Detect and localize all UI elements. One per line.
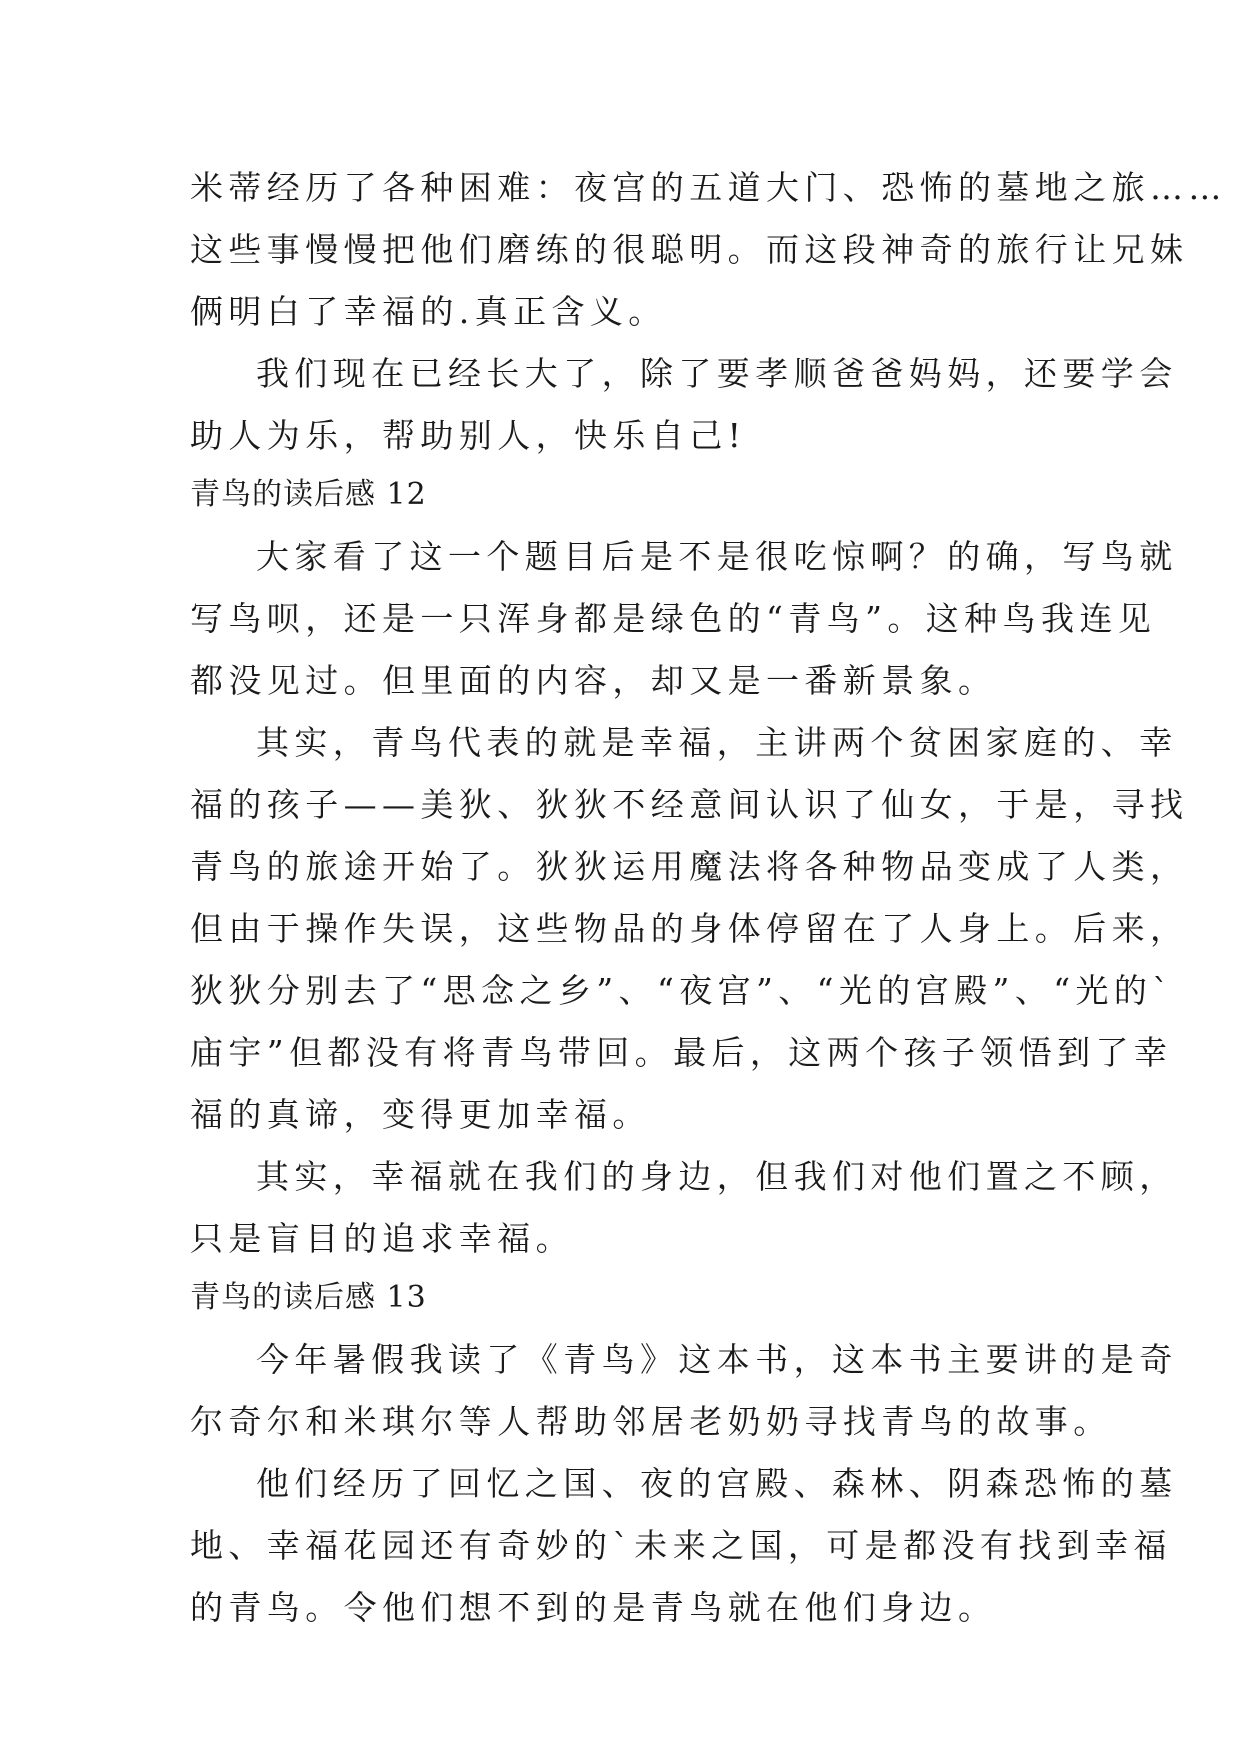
text-line: 他们经历了回忆之国、夜的宫殿、森林、阴森恐怖的墓: [256, 1464, 1178, 1503]
text-line: 其实，青鸟代表的就是幸福，主讲两个贫困家庭的、幸: [256, 723, 1178, 762]
text-line: 俩明白了幸福的.真正含义。: [190, 292, 667, 331]
text-line: 庙宇”但都没有将青鸟带回。最后，这两个孩子领悟到了幸: [190, 1033, 1173, 1072]
text-line: 的青鸟。令他们想不到的是青鸟就在他们身边。: [190, 1588, 997, 1627]
text-line: 福的孩子——美狄、狄狄不经意间认识了仙女，于是，寻找: [190, 785, 1189, 824]
text-line: 助人为乐，帮助别人，快乐自己!: [190, 416, 747, 455]
text-line: 地、幸福花园还有奇妙的`未来之国，可是都没有找到幸福: [190, 1526, 1172, 1565]
text-line: 这些事慢慢把他们磨练的很聪明。而这段神奇的旅行让兄妹: [190, 230, 1189, 269]
text-line: 大家看了这一个题目后是不是很吃惊啊？的确，写鸟就: [256, 537, 1178, 576]
text-line: 福的真谛，变得更加幸福。: [190, 1095, 651, 1134]
text-line: 米蒂经历了各种困难：夜宫的五道大门、恐怖的墓地之旅……: [190, 168, 1227, 207]
text-line: 但由于操作失误，这些物品的身体停留在了人身上。后来，: [190, 909, 1189, 948]
section-heading: 青鸟的读后感 13: [190, 1280, 427, 1315]
text-line: 其实，幸福就在我们的身边，但我们对他们置之不顾，: [256, 1157, 1178, 1196]
section-heading: 青鸟的读后感 12: [190, 477, 427, 512]
document-page: [190, 0, 1227, 1754]
text-line: 写鸟呗，还是一只浑身都是绿色的“青鸟”。这种鸟我连见: [190, 599, 1157, 638]
text-line: 青鸟的旅途开始了。狄狄运用魔法将各种物品变成了人类，: [190, 847, 1189, 886]
text-line: 我们现在已经长大了，除了要孝顺爸爸妈妈，还要学会: [256, 354, 1178, 393]
text-line: 尔奇尔和米琪尔等人帮助邻居老奶奶寻找青鸟的故事。: [190, 1402, 1112, 1441]
text-line: 都没见过。但里面的内容，却又是一番新景象。: [190, 661, 997, 700]
text-line: 只是盲目的追求幸福。: [190, 1219, 574, 1258]
text-line: 今年暑假我读了《青鸟》这本书，这本书主要讲的是奇: [256, 1340, 1178, 1379]
text-line: 狄狄分别去了“思念之乡”、“夜宫”、“光的宫殿”、“光的`: [190, 971, 1175, 1010]
